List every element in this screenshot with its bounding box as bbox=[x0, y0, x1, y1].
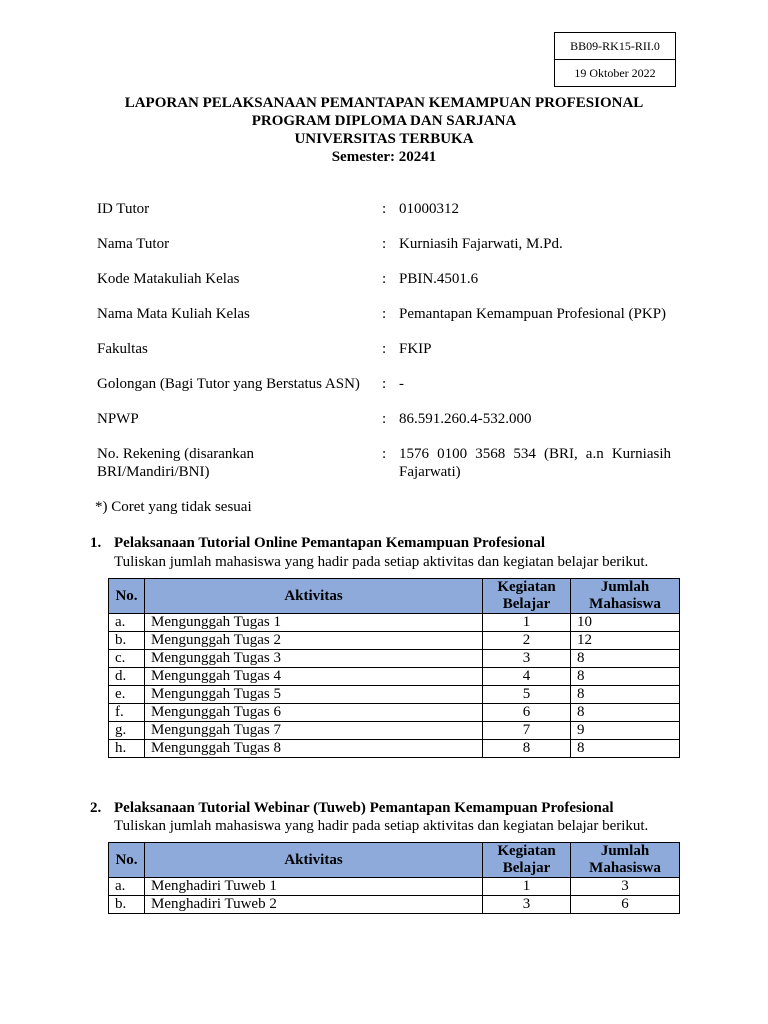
cell-kegiatan: 1 bbox=[483, 878, 571, 896]
cell-jumlah: 8 bbox=[571, 668, 680, 686]
section-1-table bbox=[108, 578, 680, 758]
cell-kegiatan: 7 bbox=[483, 722, 571, 740]
section-2-description: Tuliskan jumlah mahasiswa yang hadir pada setiap aktivitas dan kegiatan belajar berikut. bbox=[114, 818, 649, 834]
table-row bbox=[109, 740, 680, 758]
table-row bbox=[109, 722, 680, 740]
info-colon: : bbox=[382, 446, 387, 462]
cell-aktivitas: Mengunggah Tugas 8 bbox=[145, 740, 483, 758]
cell-jumlah: 8 bbox=[571, 686, 680, 704]
info-colon: : bbox=[382, 376, 387, 392]
info-value: - bbox=[399, 376, 404, 392]
cell-no: c. bbox=[109, 650, 145, 668]
section-2-number: 2. bbox=[90, 800, 102, 816]
info-colon: : bbox=[382, 341, 387, 357]
cell-jumlah: 8 bbox=[571, 650, 680, 668]
table-row bbox=[109, 650, 680, 668]
cell-jumlah: 12 bbox=[571, 632, 680, 650]
cell-no: d. bbox=[109, 668, 145, 686]
table-header-row bbox=[109, 579, 680, 614]
cell-jumlah: 8 bbox=[571, 704, 680, 722]
document-date: 19 Oktober 2022 bbox=[555, 59, 675, 86]
info-value: PBIN.4501.6 bbox=[399, 271, 479, 287]
cell-jumlah: 10 bbox=[571, 614, 680, 632]
document-code-box bbox=[554, 32, 676, 87]
header-aktivitas: Aktivitas bbox=[145, 579, 483, 614]
section-1-title bbox=[90, 535, 545, 552]
cell-no: a. bbox=[109, 614, 145, 632]
info-colon: : bbox=[382, 201, 387, 217]
header-kegiatan-belajar: Kegiatan Belajar bbox=[483, 843, 571, 878]
cell-jumlah: 3 bbox=[571, 878, 680, 896]
header-kegiatan-belajar: Kegiatan Belajar bbox=[483, 579, 571, 614]
cell-aktivitas: Mengunggah Tugas 6 bbox=[145, 704, 483, 722]
cell-jumlah: 9 bbox=[571, 722, 680, 740]
cell-aktivitas: Mengunggah Tugas 1 bbox=[145, 614, 483, 632]
cell-kegiatan: 2 bbox=[483, 632, 571, 650]
cell-no: e. bbox=[109, 686, 145, 704]
cell-kegiatan: 5 bbox=[483, 686, 571, 704]
table-row bbox=[109, 878, 680, 896]
table-row bbox=[109, 632, 680, 650]
info-colon: : bbox=[382, 236, 387, 252]
cell-aktivitas: Mengunggah Tugas 7 bbox=[145, 722, 483, 740]
cell-aktivitas: Mengunggah Tugas 3 bbox=[145, 650, 483, 668]
report-title bbox=[0, 94, 768, 166]
table-header-row bbox=[109, 843, 680, 878]
info-label: Nama Tutor bbox=[97, 236, 170, 252]
cell-aktivitas: Menghadiri Tuweb 2 bbox=[145, 896, 483, 914]
cell-aktivitas: Mengunggah Tugas 5 bbox=[145, 686, 483, 704]
table-row bbox=[109, 668, 680, 686]
cell-kegiatan: 1 bbox=[483, 614, 571, 632]
info-value: Pemantapan Kemampuan Profesional (PKP) bbox=[399, 306, 667, 322]
header-no: No. bbox=[109, 579, 145, 614]
info-label: Fakultas bbox=[97, 341, 148, 357]
info-value: FKIP bbox=[399, 341, 432, 357]
section-1-heading: Pelaksanaan Tutorial Online Pemantapan Kemampuan Profesional bbox=[114, 535, 546, 551]
section-1-number: 1. bbox=[90, 535, 102, 551]
info-colon: : bbox=[382, 271, 387, 287]
cell-aktivitas: Mengunggah Tugas 4 bbox=[145, 668, 483, 686]
info-colon: : bbox=[382, 306, 387, 322]
info-label: Golongan (Bagi Tutor yang Berstatus ASN) bbox=[97, 376, 360, 392]
title-line-2: PROGRAM DIPLOMA DAN SARJANA bbox=[251, 113, 517, 129]
table-row bbox=[109, 614, 680, 632]
header-jumlah-mahasiswa: Jumlah Mahasiswa bbox=[571, 579, 680, 614]
cell-jumlah: 6 bbox=[571, 896, 680, 914]
info-value: 86.591.260.4-532.000 bbox=[399, 411, 532, 427]
header-jumlah-mahasiswa: Jumlah Mahasiswa bbox=[571, 843, 680, 878]
cell-aktivitas: Menghadiri Tuweb 1 bbox=[145, 878, 483, 896]
info-colon: : bbox=[382, 411, 387, 427]
cell-kegiatan: 8 bbox=[483, 740, 571, 758]
cell-kegiatan: 3 bbox=[483, 650, 571, 668]
cell-aktivitas: Mengunggah Tugas 2 bbox=[145, 632, 483, 650]
info-label: Nama Mata Kuliah Kelas bbox=[97, 306, 250, 322]
header-aktivitas: Aktivitas bbox=[145, 843, 483, 878]
section-2-heading: Pelaksanaan Tutorial Webinar (Tuweb) Pemantapan Kemampuan Profesional bbox=[114, 800, 614, 816]
cell-kegiatan: 4 bbox=[483, 668, 571, 686]
info-value: Kurniasih Fajarwati, M.Pd. bbox=[399, 236, 563, 252]
section-2-table bbox=[108, 842, 680, 914]
title-line-1: LAPORAN PELAKSANAAN PEMANTAPAN KEMAMPUAN PROFESIONAL bbox=[124, 95, 644, 111]
cell-no: h. bbox=[109, 740, 145, 758]
cell-jumlah: 8 bbox=[571, 740, 680, 758]
table-row bbox=[109, 704, 680, 722]
title-line-4: Semester: 20241 bbox=[331, 149, 437, 165]
cell-no: b. bbox=[109, 632, 145, 650]
document-code: BB09-RK15-RII.0 bbox=[570, 39, 660, 53]
cell-kegiatan: 6 bbox=[483, 704, 571, 722]
info-value: 1576 0100 3568 534 (BRI, a.n Kurniasih Fajarwati) bbox=[399, 446, 671, 480]
table-row bbox=[109, 686, 680, 704]
cell-no: a. bbox=[109, 878, 145, 896]
title-line-3: UNIVERSITAS TERBUKA bbox=[294, 131, 474, 147]
table-row bbox=[109, 896, 680, 914]
info-label: No. Rekening (disarankan BRI/Mandiri/BNI) bbox=[97, 446, 255, 480]
cell-kegiatan: 3 bbox=[483, 896, 571, 914]
section-2-title bbox=[90, 800, 614, 817]
info-label: Kode Matakuliah Kelas bbox=[97, 271, 240, 287]
info-value: 01000312 bbox=[399, 201, 459, 217]
footnote: *) Coret yang tidak sesuai bbox=[95, 499, 252, 515]
cell-no: b. bbox=[109, 896, 145, 914]
info-label: ID Tutor bbox=[97, 201, 150, 217]
cell-no: f. bbox=[109, 704, 145, 722]
info-label: NPWP bbox=[97, 411, 139, 427]
section-1-description: Tuliskan jumlah mahasiswa yang hadir pada setiap aktivitas dan kegiatan belajar berikut. bbox=[114, 554, 649, 570]
cell-no: g. bbox=[109, 722, 145, 740]
header-no: No. bbox=[109, 843, 145, 878]
